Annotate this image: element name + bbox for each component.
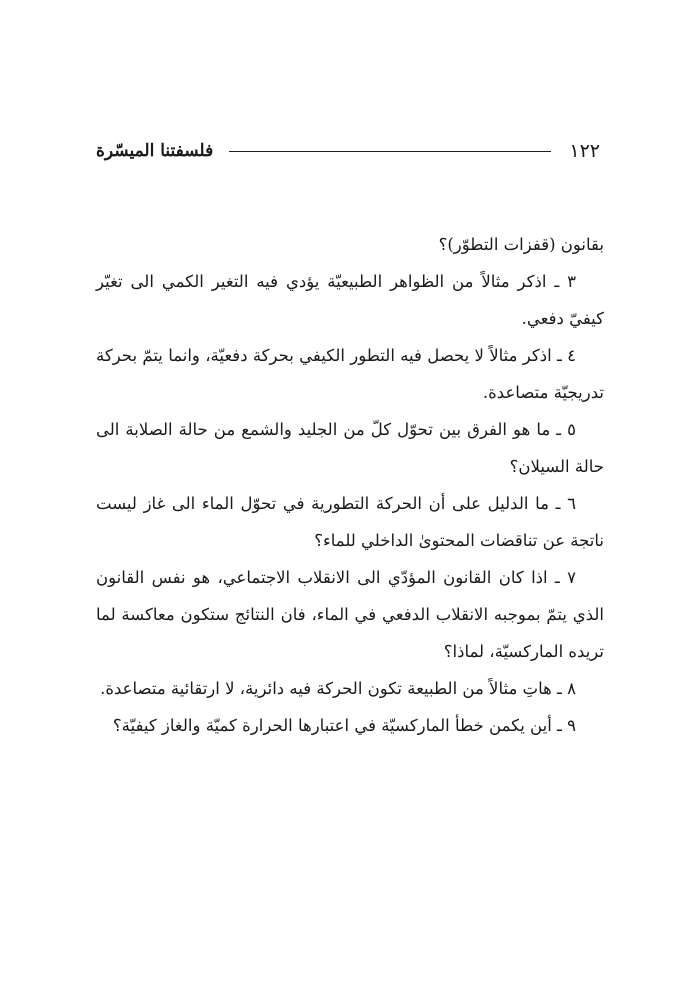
question-9: ٩ ـ أين يكمن خطأ الماركسيّة في اعتبارها الحرارة كميّة والغاز كيفيّة؟ xyxy=(112,716,576,735)
question-4: ٤ ـ اذكر مثالاً لا يحصل فيه التطور الكيفي بحركة دفعيّة، وانما يتمّ بحركة تدريجيّة متصاعدة. xyxy=(96,346,604,402)
continuation-line: بقانون (قفزات التطوّر)؟ xyxy=(438,235,604,254)
body-text xyxy=(96,226,604,744)
question-8: ٨ ـ هاتِ مثالاً من الطبيعة تكون الحركة فيه دائرية، لا ارتقائية متصاعدة. xyxy=(100,679,576,698)
question-7: ٧ ـ اذا كان القانون المؤدّي الى الانقلاب الاجتماعي، هو نفس القانون الذي يتمّ بموجبه الانقلاب الدفعي في الماء، فان النتائج ستكون معاكسة لما تريده الماركسيّة، لماذا؟ xyxy=(96,568,604,661)
question-5: ٥ ـ ما هو الفرق بين تحوّل كلّ من الجليد والشمع من حالة الصلابة الى حالة السيلان؟ xyxy=(96,420,604,476)
page-number: ١٢٢ xyxy=(569,140,600,162)
question-6: ٦ ـ ما الدليل على أن الحركة التطورية في تحوّل الماء الى غاز ليست ناتجة عن تناقضات المحتوىٰ الداخلي للماء؟ xyxy=(96,494,604,550)
question-3: ٣ ـ اذكر مثالاً من الظواهر الطبيعيّة يؤدي فيه التغير الكمي الى تغيّر كيفيّ دفعي. xyxy=(96,272,604,328)
header-rule xyxy=(229,151,551,152)
book-title: فلسفتنا الميسّرة xyxy=(96,141,214,161)
running-header xyxy=(96,136,600,166)
